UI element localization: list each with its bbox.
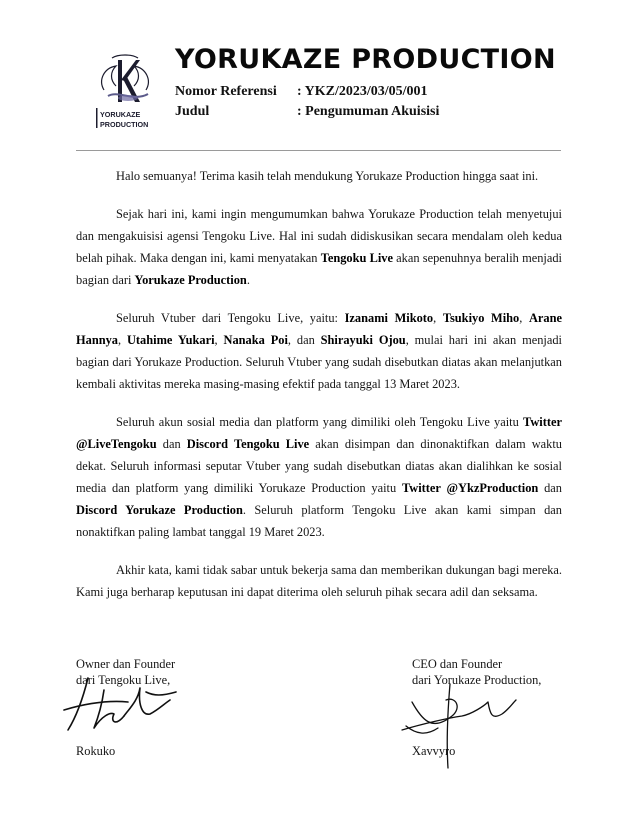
reference-row	[175, 84, 428, 100]
header-divider	[76, 150, 561, 151]
company-name: YORUKAZE PRODUCTION	[175, 44, 556, 75]
logo-text-line2: PRODUCTION	[100, 120, 149, 129]
title-value: : Pengumuman Akuisisi	[297, 104, 440, 119]
logo-text-line1: YORUKAZE	[100, 110, 141, 119]
title-row	[175, 104, 439, 120]
left-signer-org: dari Tengoku Live,	[76, 673, 171, 687]
left-signer-name: Rokuko	[76, 744, 116, 758]
paragraph-announcement: Sejak hari ini, kami ingin mengumumkan bahwa Yorukaze Production telah menyetujui dan mengakuisisi agensi Tengoku Live. Hal ini sudah didiskusikan secara mendalam oleh kedua belah pihak. Maka dengan ini, kami menyatakan Tengoku Live akan sepenuhnya beralih menjadi bagian dari Yorukaze Production.	[76, 207, 562, 287]
right-signer-name: Xavvyro	[412, 744, 456, 758]
paragraph-platforms: Seluruh akun sosial media dan platform yang dimiliki oleh Tengoku Live yaitu Twitter @LiveTengoku dan Discord Tengoku Live akan disimpan dan dinonaktifkan dalam waktu dekat. Seluruh informasi seputar Vtuber yang sudah disebutkan diatas akan dialihkan ke sosial media dan platform yang dimiliki Yorukaze Production yaitu Twitter @YkzProduction dan Discord Yorukaze Production. Seluruh platform Tengoku Live akan kami simpan dan nonaktifkan paling lambat tanggal 19 Maret 2023.	[76, 415, 562, 539]
letter-body	[76, 165, 562, 619]
paragraph-vtubers: Seluruh Vtuber dari Tengoku Live, yaitu: Izanami Mikoto, Tsukiyo Miho, Arane Hannya, Utahime Yukari, Nanaka Poi, dan Shirayuki Ojou, mulai hari ini akan menjadi bagian dari Yorukaze Production. Seluruh Vtuber yang sudah disebutkan diatas akan melanjutkan kembali aktivitas mereka masing-masing efektif pada tanggal 13 Maret 2023.	[76, 311, 562, 391]
reference-label: Nomor Referensi	[175, 84, 277, 99]
paragraph-greeting: Halo semuanya! Terima kasih telah mendukung Yorukaze Production hingga saat ini.	[116, 169, 539, 183]
right-signer-org: dari Yorukaze Production,	[412, 673, 542, 687]
right-signer-role: CEO dan Founder	[412, 657, 503, 671]
left-handwritten-signature	[58, 670, 188, 740]
yorukaze-logo	[90, 50, 160, 136]
paragraph-closing: Akhir kata, kami tidak sabar untuk bekerja sama dan memberikan dukungan bagi mereka. Kami juga berharap keputusan ini dapat diterima oleh seluruh pihak secara adil dan seksama.	[76, 563, 562, 599]
reference-value: : YKZ/2023/03/05/001	[297, 84, 428, 99]
title-label: Judul	[175, 104, 210, 119]
left-signer-role: Owner dan Founder	[76, 657, 176, 671]
